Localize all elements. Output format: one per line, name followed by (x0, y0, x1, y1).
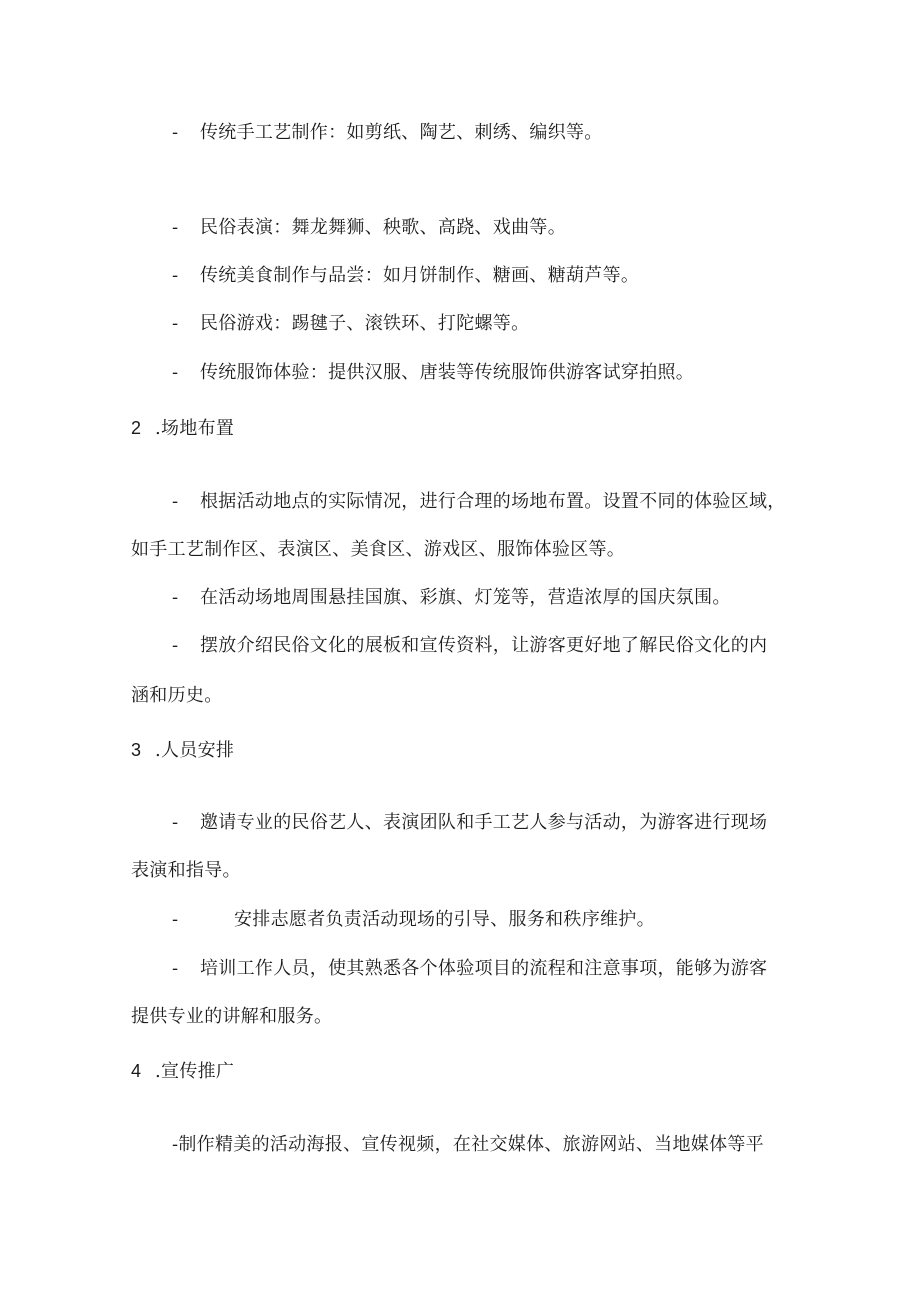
promotion-bullet-1: -制作精美的活动海报、宣传视频，在社交媒体、旅游网站、当地媒体等平 (172, 1134, 764, 1155)
venue-bullet-1-line-2: 如手工艺制作区、表演区、美食区、游戏区、服饰体验区等。 (131, 539, 626, 560)
bullet-folk-games: - 民俗游戏：踢毽子、滚铁环、打陀螺等。 (172, 313, 530, 334)
venue-bullet-3-line-2: 涵和历史。 (131, 685, 223, 706)
section-heading-venue: 2 .场地布置 (131, 418, 235, 439)
venue-bullet-1-line-1: - 根据活动地点的实际情况，进行合理的场地布置。设置不同的体验区域， (172, 491, 786, 512)
staff-bullet-2: - 安排志愿者负责活动现场的引导、服务和秩序维护。 (172, 909, 655, 930)
section-heading-promotion: 4 .宣传推广 (131, 1061, 235, 1082)
section-heading-staff: 3 .人员安排 (131, 740, 235, 761)
bullet-costume-experience: - 传统服饰体验：提供汉服、唐装等传统服饰供游客试穿拍照。 (172, 362, 695, 383)
staff-bullet-3-line-2: 提供专业的讲解和服务。 (131, 1006, 333, 1027)
bullet-folk-performance: - 民俗表演：舞龙舞狮、秧歌、高跷、戏曲等。 (172, 217, 566, 238)
staff-bullet-3-line-1: - 培训工作人员，使其熟悉各个体验项目的流程和注意事项，能够为游客 (172, 958, 768, 979)
bullet-traditional-food: - 传统美食制作与品尝：如月饼制作、糖画、糖葫芦等。 (172, 265, 640, 286)
staff-bullet-1-line-2: 表演和指导。 (131, 860, 241, 881)
venue-bullet-3-line-1: - 摆放介绍民俗文化的展板和宣传资料，让游客更好地了解民俗文化的内 (172, 635, 768, 656)
bullet-handicraft: - 传统手工艺制作：如剪纸、陶艺、刺绣、编织等。 (172, 122, 603, 143)
staff-bullet-1-line-1: - 邀请专业的民俗艺人、表演团队和手工艺人参与活动，为游客进行现场 (172, 812, 768, 833)
venue-bullet-2: - 在活动场地周围悬挂国旗、彩旗、灯笼等，营造浓厚的国庆氛围。 (172, 587, 731, 608)
